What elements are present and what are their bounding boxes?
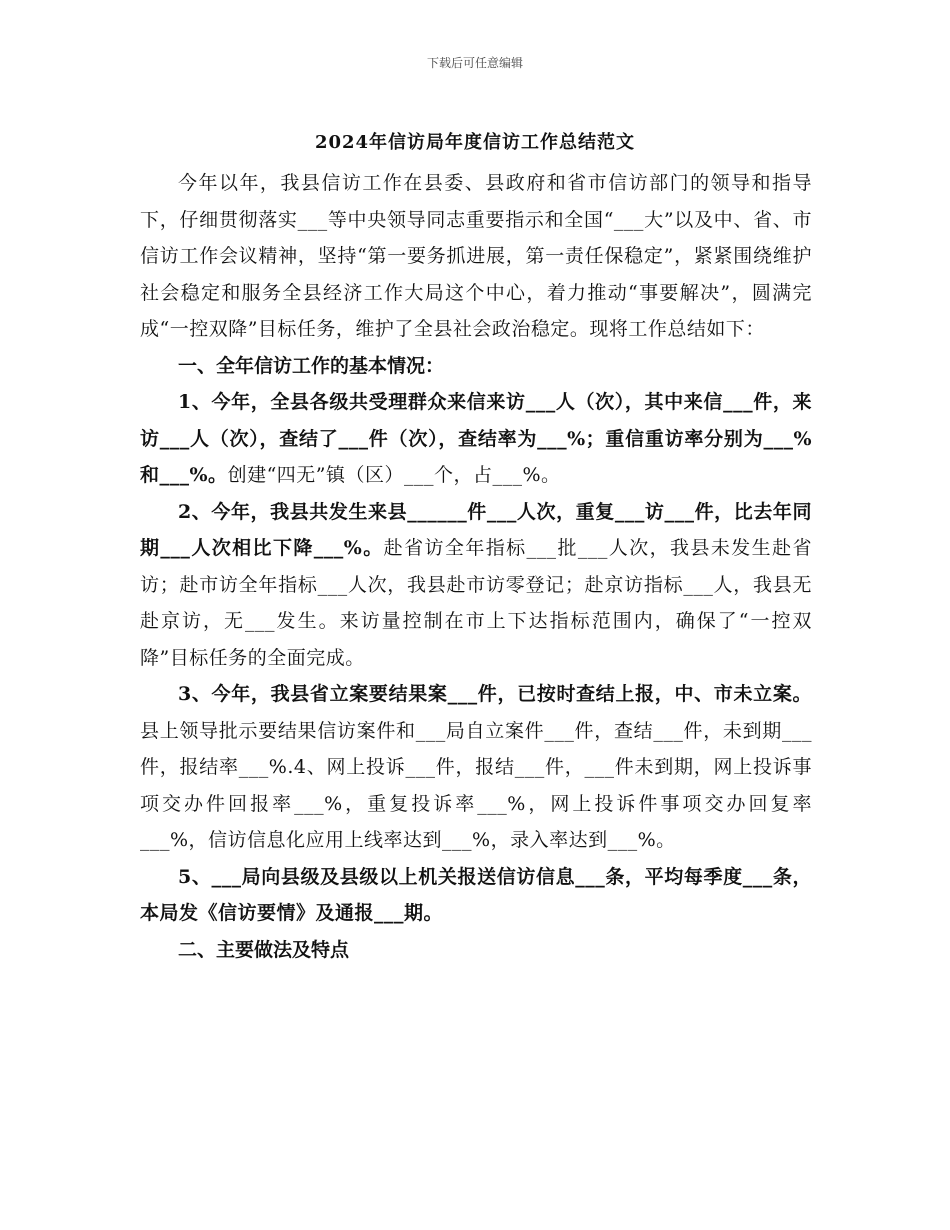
paragraph-2-bold: 2、今年，我县共发生来县______件___人次，重复___访___件，比去年同期___人次相比下降___%。 <box>140 500 812 559</box>
paragraph-1-text: 创建“四无”镇（区）___个，占___%。 <box>227 464 561 486</box>
paragraph-1 <box>140 384 812 494</box>
intro-paragraph: 今年以年，我县信访工作在县委、县政府和省市信访部门的领导和指导下，仔细贯彻落实___等中央领导同志重要指示和全国“___大”以及中、省、市信访工作会议精神，坚持“第一要务抓进展，第一责任保稳定”，紧紧围绕维护社会稳定和服务全县经济工作大局这个中心，着力推动“事要解决”，圆满完成“一控双降”目标任务，维护了全县社会政治稳定。现将工作总结如下： <box>140 172 812 340</box>
section-heading-2: 二、主要做法及特点 <box>178 938 350 961</box>
paragraph-5-bold: 5、___局向县级及县级以上机关报送信访信息___条，平均每季度___条，本局发《信访要情》及通报___期。 <box>140 865 812 924</box>
header-note: 下载后可任意编辑 <box>426 56 523 70</box>
paragraph-2-text: 赴省访全年指标___批___人次，我县未发生赴省访；赴市访全年指标___人次，我县赴市访零登记；赴京访指标___人，我县无赴京访，无___发生。来访量控制在市上下达指标范围内，确保了“一控双降”目标任务的全面完成。 <box>140 537 812 669</box>
paragraph-1-bold: 1、今年，全县各级共受理群众来信来访___人（次），其中来信___件，来访___人（次），查结了___件（次），查结率为___%；重信重访率分别为___%和___%。 <box>140 391 812 486</box>
paragraph-5 <box>140 859 812 932</box>
paragraph-3-text: 县上领导批示要结果信访案件和___局自立案件___件，查结___件，未到期___件，报结率___%.4、网上投诉___件，报结___件，___件未到期，网上投诉事项交办件回报率___%，重复投诉率___%，网上投诉件事项交办回复率___%，信访信息化应用上线率达到___%，录入率达到___%。 <box>140 719 812 851</box>
section-heading-1: 一、全年信访工作的基本情况： <box>178 354 445 377</box>
document-title: 2024年信访局年度信访工作总结范文 <box>314 132 636 153</box>
paragraph-3-bold: 3、今年，我县省立案要结果案___件，已按时查结上报，中、市未立案。 <box>178 683 812 705</box>
paragraph-2 <box>140 494 812 677</box>
document-body <box>140 165 812 968</box>
paragraph-3 <box>140 676 812 859</box>
